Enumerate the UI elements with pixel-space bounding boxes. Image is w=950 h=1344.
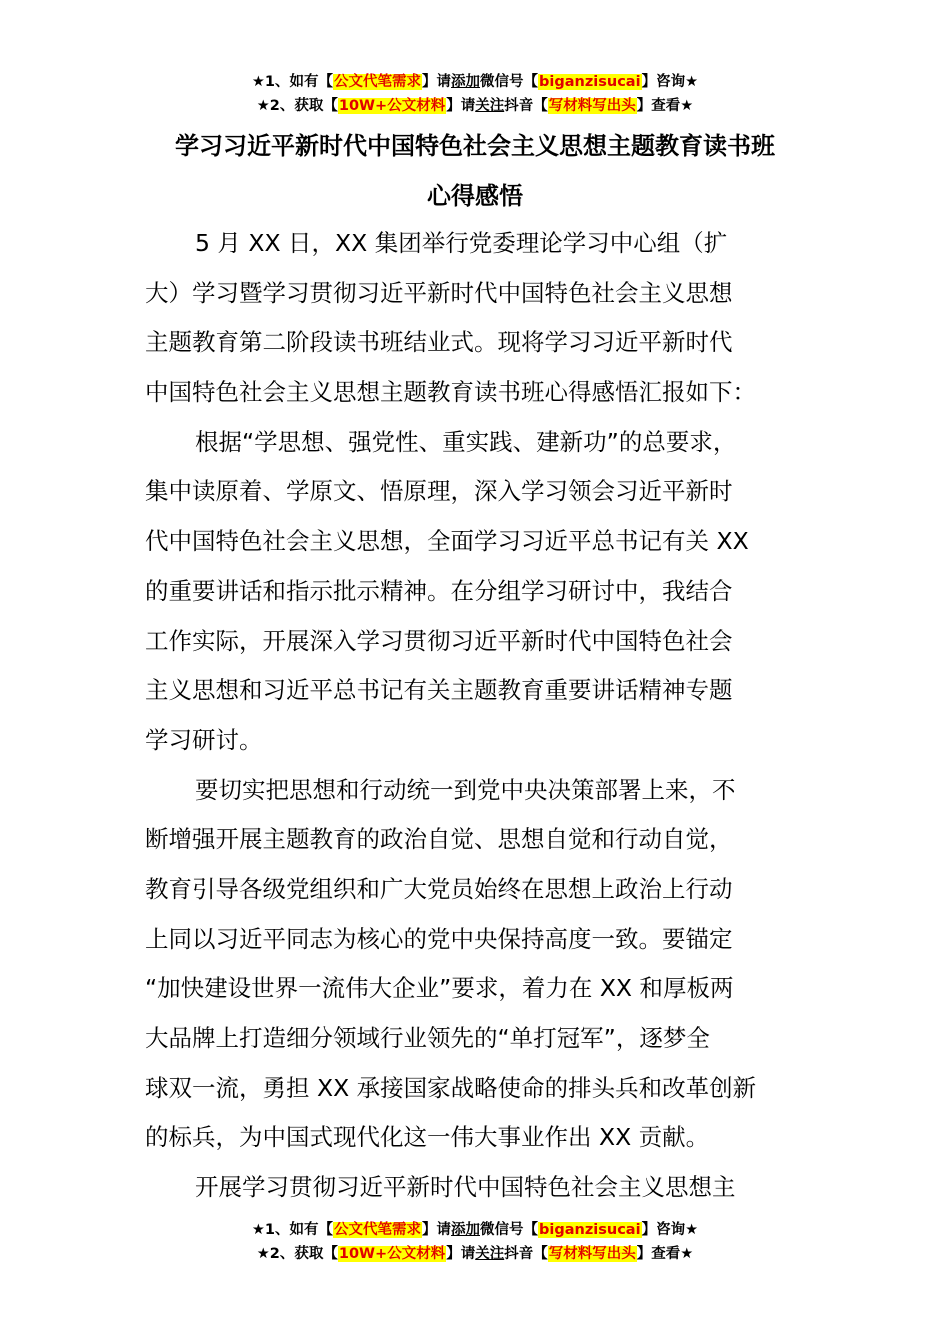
body-line: 代中国特色社会主义思想，全面学习习近平总书记有关 XX bbox=[145, 527, 749, 556]
banner-text: 抖音【 bbox=[504, 1246, 548, 1262]
banner-text: 】请 bbox=[422, 1222, 452, 1238]
banner-text: ★2、获取【 bbox=[256, 98, 338, 114]
body-line: 大品牌上打造细分领域行业领先的“单打冠军”，逐梦全 bbox=[145, 1024, 710, 1052]
banner-line-1 bbox=[0, 1218, 950, 1242]
banner-text: 】咨询★ bbox=[641, 74, 699, 90]
header-banner bbox=[0, 70, 950, 118]
body-line: 的重要讲话和指示批示精神。在分组学习研讨中，我结合 bbox=[145, 576, 733, 605]
body-line: 工作实际，开展深入学习贯彻习近平新时代中国特色社会 bbox=[145, 626, 733, 655]
banner-highlight: 公文代笔需求 bbox=[334, 74, 422, 90]
banner-highlight: 10W+公文材料 bbox=[338, 98, 446, 114]
body-line: 断增强开展主题教育的政治自觉、思想自觉和行动自觉， bbox=[145, 825, 733, 854]
banner-highlight: 10W+公文材料 bbox=[338, 1246, 446, 1262]
banner-underline: 关注 bbox=[475, 1246, 505, 1262]
banner-line-1 bbox=[0, 70, 950, 94]
banner-text: 】请 bbox=[446, 98, 476, 114]
body-line: 学习研讨。 bbox=[145, 725, 263, 754]
banner-highlight: 写材料写出头 bbox=[548, 1246, 636, 1262]
banner-text: 抖音【 bbox=[504, 98, 548, 114]
banner-highlight: 公文代笔需求 bbox=[334, 1222, 422, 1238]
body-line: 开展学习贯彻习近平新时代中国特色社会主义思想主 bbox=[195, 1173, 736, 1202]
banner-text: 微信号【 bbox=[480, 1222, 539, 1238]
document-title bbox=[0, 121, 950, 221]
banner-underline: 添加 bbox=[451, 74, 481, 90]
document-body bbox=[145, 219, 827, 1213]
banner-text: 】查看★ bbox=[636, 98, 694, 114]
body-line: 主题教育第二阶段读书班结业式。现将学习习近平新时代 bbox=[145, 328, 733, 357]
banner-line-2 bbox=[0, 1242, 950, 1266]
body-line: 球双一流，勇担 XX 承接国家战略使命的排头兵和改革创新 bbox=[145, 1073, 757, 1102]
body-line: 教育引导各级党组织和广大党员始终在思想上政治上行动 bbox=[145, 874, 733, 903]
banner-text: 】请 bbox=[422, 74, 452, 90]
body-line: 上同以习近平同志为核心的党中央保持高度一致。要锚定 bbox=[145, 924, 733, 953]
banner-text: ★2、获取【 bbox=[256, 1246, 338, 1262]
body-line: 根据“学思想、强党性、重实践、建新功”的总要求， bbox=[195, 427, 737, 456]
banner-text: 】查看★ bbox=[636, 1246, 694, 1262]
banner-text: ★1、如有【 bbox=[251, 74, 334, 90]
body-line: 5 月 XX 日，XX 集团举行党委理论学习中心组（扩 bbox=[195, 229, 728, 257]
banner-text: 】请 bbox=[446, 1246, 476, 1262]
banner-text: 】咨询★ bbox=[641, 1222, 699, 1238]
footer-banner bbox=[0, 1218, 950, 1266]
title-line-2: 心得感悟 bbox=[427, 182, 523, 210]
body-line: 要切实把思想和行动统一到党中央决策部署上来，不 bbox=[195, 775, 736, 804]
body-line: 主义思想和习近平总书记有关主题教育重要讲话精神专题 bbox=[145, 676, 733, 705]
banner-highlight: biganzisucai bbox=[539, 74, 641, 90]
banner-underline: 关注 bbox=[475, 98, 505, 114]
body-line: “加快建设世界一流伟大企业”要求，着力在 XX 和厚板两 bbox=[145, 974, 734, 1003]
body-line: 的标兵，为中国式现代化这一伟大事业作出 XX 贡献。 bbox=[145, 1123, 710, 1152]
banner-text: 微信号【 bbox=[480, 74, 539, 90]
banner-line-2 bbox=[0, 94, 950, 118]
banner-highlight: 写材料写出头 bbox=[548, 98, 636, 114]
body-line: 大）学习暨学习贯彻习近平新时代中国特色社会主义思想 bbox=[145, 278, 733, 307]
banner-text: ★1、如有【 bbox=[251, 1222, 334, 1238]
banner-underline: 添加 bbox=[451, 1222, 481, 1238]
body-line: 中国特色社会主义思想主题教育读书班心得感悟汇报如下： bbox=[145, 378, 756, 407]
title-line-1: 学习习近平新时代中国特色社会主义思想主题教育读书班 bbox=[175, 132, 775, 160]
banner-highlight: biganzisucai bbox=[539, 1222, 641, 1238]
body-line: 集中读原着、学原文、悟原理，深入学习领会习近平新时 bbox=[145, 477, 733, 506]
